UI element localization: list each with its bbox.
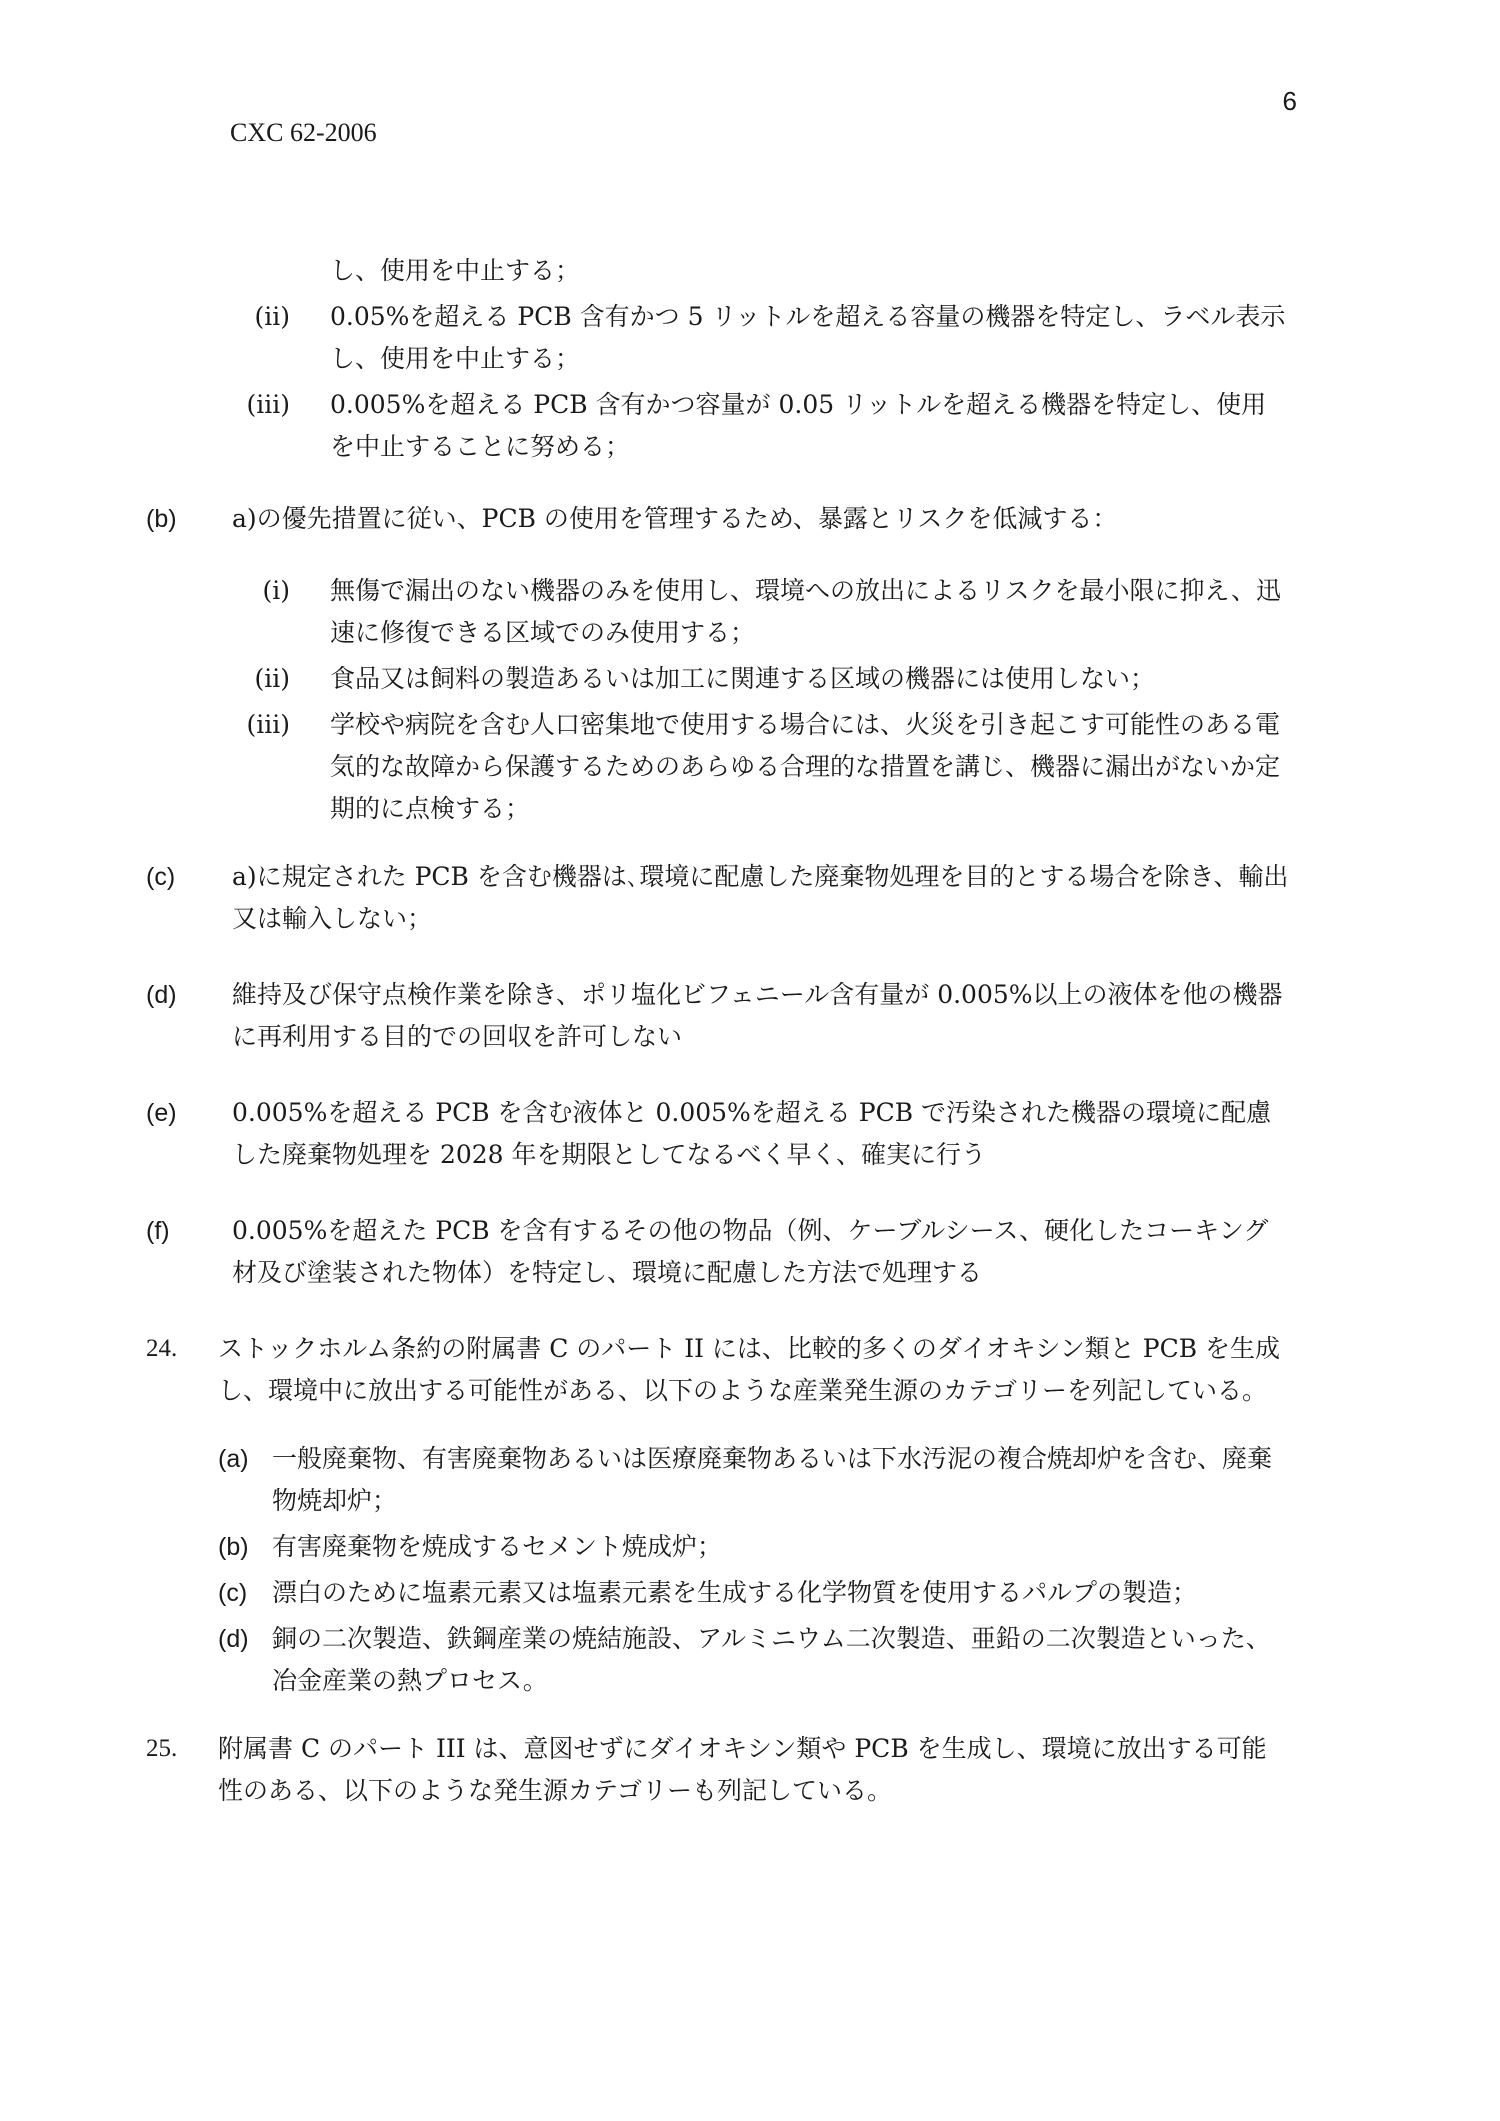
item-label: (b) <box>146 505 177 533</box>
item-text: 0.005%を超える PCB を含む液体と 0.005%を超える PCB で汚染された機器の環境に配慮した廃棄物処理を 2028 年を期限としてなるべく早く、確実に行う <box>232 1098 1272 1169</box>
paragraph-number: 25. <box>146 1735 178 1762</box>
item-text: 0.005%を超える PCB 含有かつ容量が 0.05 リットルを超える機器を特定し、使用を中止することに努める； <box>330 390 1267 461</box>
item-c <box>0 856 1500 940</box>
paragraph-24-item-d <box>0 1618 1500 1702</box>
item-label: (iii) <box>246 710 290 739</box>
item-text: 無傷で漏出のない機器のみを使用し、環境への放出によるリスクを最小限に抑え、迅速に修復できる区域でのみ使用する； <box>330 576 1282 647</box>
item-e <box>0 1092 1500 1176</box>
paragraph-24-item-c <box>0 1572 1500 1614</box>
item-label: (a) <box>218 1445 249 1473</box>
document-body <box>0 250 1500 1812</box>
item-text: 有害廃棄物を焼成するセメント焼成炉； <box>272 1532 723 1561</box>
item-text: 一般廃棄物、有害廃棄物あるいは医療廃棄物あるいは下水汚泥の複合焼却炉を含む、廃棄物焼却炉； <box>272 1444 1273 1515</box>
item-label: (b) <box>218 1533 249 1561</box>
item-a-sub-iii <box>0 384 1500 468</box>
paragraph-text: ストックホルム条約の附属書 C のパート II には、比較的多くのダイオキシン類と PCB を生成し、環境中に放出する可能性がある、以下のような産業発生源のカテゴリーを列記している。 <box>218 1334 1281 1405</box>
paragraph-24-item-a <box>0 1438 1500 1522</box>
paragraph-number: 24. <box>146 1335 178 1362</box>
item-d <box>0 974 1500 1058</box>
item-b-sub-ii <box>0 658 1500 700</box>
item-text: 0.005%を超えた PCB を含有するその他の物品（例、ケーブルシース、硬化したコーキング材及び塗装された物体）を特定し、環境に配慮した方法で処理する <box>232 1216 1269 1287</box>
item-text: 銅の二次製造、鉄鋼産業の焼結施設、アルミニウム二次製造、亜鉛の二次製造といった、冶金産業の熱プロセス。 <box>272 1624 1271 1695</box>
paragraph-25 <box>0 1728 1500 1812</box>
item-label: (c) <box>146 863 176 891</box>
item-text: a)の優先措置に従い、PCB の使用を管理するため、暴露とリスクを低減する： <box>232 504 1118 533</box>
item-text: 食品又は飼料の製造あるいは加工に関連する区域の機器には使用しない； <box>330 664 1156 693</box>
paragraph-text: 附属書 C のパート III は、意図せずにダイオキシン類や PCB を生成し、環境に放出する可能性のある、以下のような発生源カテゴリーも列記している。 <box>218 1734 1267 1805</box>
page-number: 6 <box>1282 86 1297 116</box>
item-label: (d) <box>146 981 177 1009</box>
item-text: 0.05%を超える PCB 含有かつ 5 リットルを超える容量の機器を特定し、ラベル表示し、使用を中止する； <box>330 302 1286 373</box>
item-a-continuation: し、使用を中止する； <box>330 256 581 285</box>
item-b <box>0 498 1500 540</box>
item-text: 学校や病院を含む人口密集地で使用する場合には、火災を引き起こす可能性のある電気的な故障から保護するためのあらゆる合理的な措置を講じ、機器に漏出がないか定期的に点検する； <box>330 710 1281 823</box>
item-b-sub-iii <box>0 704 1500 830</box>
item-label: (i) <box>262 576 290 605</box>
document-code: CXC 62-2006 <box>230 118 377 147</box>
item-text: 漂白のために塩素元素又は塩素元素を生成する化学物質を使用するパルプの製造； <box>272 1578 1198 1607</box>
item-label: (f) <box>146 1217 170 1245</box>
item-label: (ii) <box>254 302 290 331</box>
item-a-sub-ii <box>0 296 1500 380</box>
item-label: (c) <box>218 1579 248 1607</box>
item-b-sub-i <box>0 570 1500 654</box>
item-f <box>0 1210 1500 1294</box>
paragraph-24-item-b <box>0 1526 1500 1568</box>
item-text: 維持及び保守点検作業を除き、ポリ塩化ビフェニール含有量が 0.005%以上の液体を他の機器に再利用する目的での回収を許可しない <box>232 980 1283 1051</box>
item-label: (ii) <box>254 664 290 693</box>
item-label: (iii) <box>246 390 290 419</box>
item-label: (e) <box>146 1099 177 1127</box>
item-text: a)に規定された PCB を含む機器は､環境に配慮した廃棄物処理を目的とする場合を除き、輸出又は輸入しない； <box>232 862 1289 933</box>
paragraph-24 <box>0 1328 1500 1412</box>
item-label: (d) <box>218 1625 249 1653</box>
